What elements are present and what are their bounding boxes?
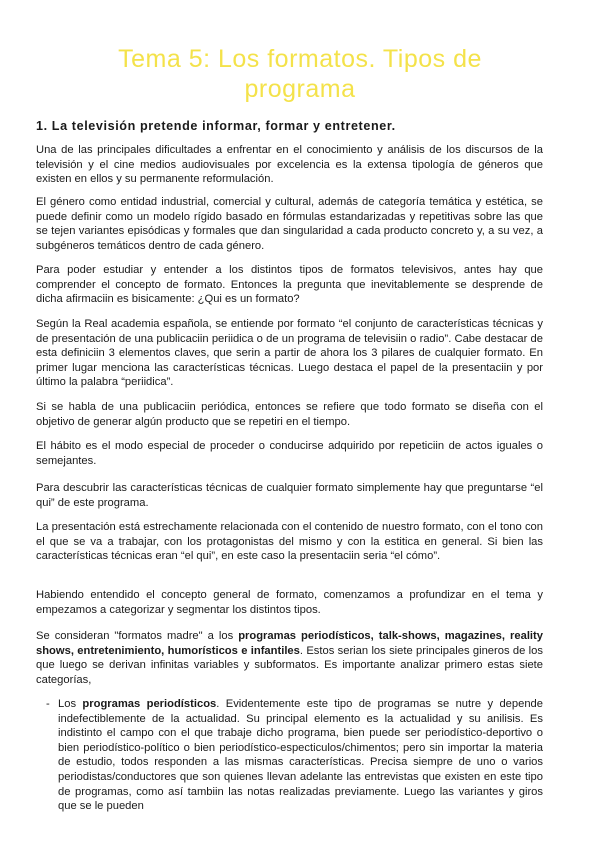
formats-intro-after: . Estos serian los siete principales gineros de los que luego se derivan infinitas variables y subformatos. Es importante analizar primero estas siete categorías,	[36, 644, 543, 686]
paragraph: Si se habla de una publicaciin periódica, entonces se refiere que todo formato se diseña con el objetivo de generar algún producto que se repetiri en el tiempo.	[36, 401, 543, 428]
formats-intro-bold: programas periodísticos, talk-shows, magazines, reality shows, entretenimiento, humorísticos e infantiles	[36, 630, 543, 657]
paragraph: Habiendo entendido el concepto general de formato, comenzamos a profundizar en el tema y empezamos a categorizar y segmentar los distintos tipos.	[36, 589, 543, 616]
paragraph: La presentación está estrechamente relacionada con el contenido de nuestro formato, con el tono con el que se va a trabajar, con los protagonistas del mismo y con la estitica en general. Si bien las características técnicas eran “el qui”, en este caso la presentaciin seria “el cómo”.	[36, 521, 543, 563]
list-item-before: Los	[58, 698, 83, 710]
paragraph: Para descubrir las características técnicas de cualquier formato simplemente hay que preguntarse “el qui” de este programa.	[36, 482, 543, 509]
paragraph: Una de las principales dificultades a enfrentar en el conocimiento y análisis de los discursos de la televisión y el cine medios audiovisuales por excelencia es la extensa tipología de géneros que existen en ellos y su permanente reformulación.	[36, 144, 543, 186]
page-title: Tema 5: Los formatos. Tipos de programa	[118, 45, 482, 103]
paragraph: Según la Real academia española, se entiende por formato “el conjunto de características técnicas y de presentación de una publicaciin periidica o de un programa de televisiin o radio”. Cabe destacar de esta definiciin 3 elementos claves, que serin a partir de ahora los 3 pilares de cualquier formato. En primer lugar menciona las características técnicas. Luego destaca el papel de la presentaciin y por último la palabra “periidica”.	[36, 318, 543, 389]
paragraph: Para poder estudiar y entender a los distintos tipos de formatos televisivos, antes hay que comprender el concepto de formato. Entonces la pregunta que inevitablemente se desprende de dicha afirmaciin es bisicamente: ¿Qui es un formato?	[36, 264, 543, 306]
paragraph: El hábito es el modo especial de proceder o conducirse adquirido por repeticiin de actos iguales o semejantes.	[36, 440, 543, 467]
list-dash: -	[46, 698, 50, 710]
formats-intro-before: Se consideran "formatos madre" a los	[36, 630, 239, 642]
formats-intro-paragraph	[36, 629, 543, 687]
list-item-bold: programas periodísticos	[82, 698, 217, 710]
section-heading: 1. La televisión pretende informar, formar y entretener.	[36, 119, 396, 133]
paragraph: El género como entidad industrial, comercial y cultural, además de categoría temática y estética, se puede definir como un modelo rígido basado en fórmulas estandarizadas y repetitivas sobre las que se tejen variantes episódicas y formales que dan singularidad a cada producto concreto y, a su vez, a subgéneros temáticos dentro de cada género.	[36, 196, 543, 252]
list-item	[46, 697, 543, 814]
list-item-after: . Evidentemente este tipo de programas se nutre y depende indefectiblemente de la actualidad. Su principal elemento es la actualidad y su anilisis. Es indistinto el campo con el que trabaje dicho programa, bien puede ser periodístico-deportivo o bien periodístico-político o bien periodístico-especticulos/chimentos; pero sin importar la materia de estudio, todos responden a las mismas características. Precisa siempre de uno o varios periodistas/conductores que son quienes llevan adelante las entrevistas que existen en este tipo de programas, como así tambiin las notas realizadas previamente. Luego las variantes y giros que se le pueden	[58, 698, 543, 813]
